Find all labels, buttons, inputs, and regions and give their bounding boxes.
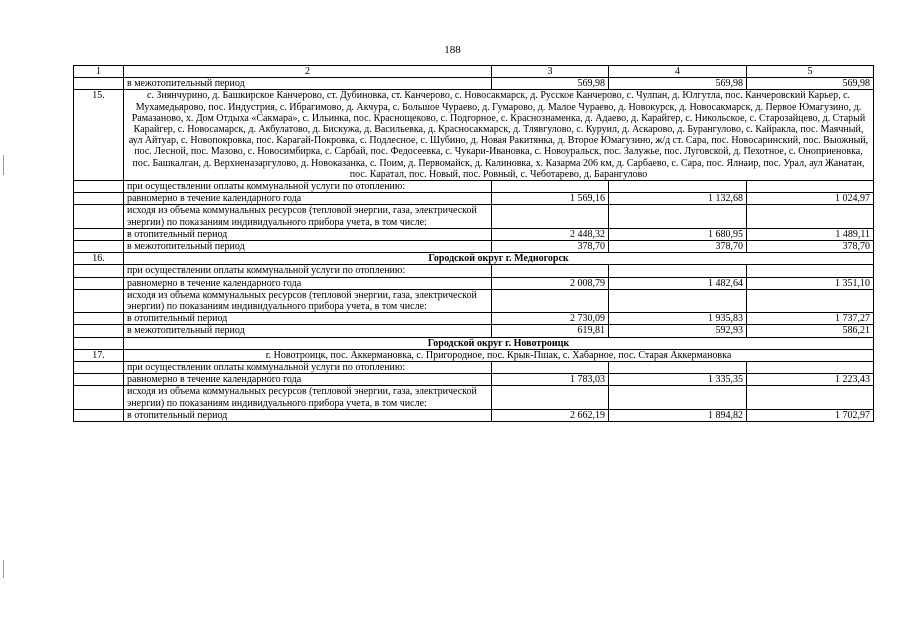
header-row xyxy=(74,66,874,78)
value-cell-3: 1 569,16 xyxy=(492,193,609,205)
label-cell: равномерно в течение календарного года xyxy=(124,193,492,205)
tariff-table-body xyxy=(74,66,874,422)
value-cell-5: 1 489,11 xyxy=(747,228,874,240)
empty-cell xyxy=(609,265,747,277)
value-row xyxy=(74,228,874,240)
value-cell-5: 378,70 xyxy=(747,241,874,253)
label-cell: равномерно в течение календарного года xyxy=(124,277,492,289)
value-cell-3: 2 662,19 xyxy=(492,409,609,421)
index-cell xyxy=(74,228,124,240)
empty-cell xyxy=(492,265,609,277)
index-cell: 15. xyxy=(74,90,124,181)
index-cell xyxy=(74,409,124,421)
label-cell: в отопительный период xyxy=(124,313,492,325)
label-cell: исходя из объема коммунальных ресурсов (тепловой энергии, газа, электрической энергии) по показаниям индивидуального прибора учета, в том числе: xyxy=(124,386,492,409)
value-row xyxy=(74,374,874,386)
value-cell-4: 378,70 xyxy=(609,241,747,253)
page-number: 188 xyxy=(444,44,461,56)
value-row xyxy=(74,241,874,253)
empty-cell xyxy=(609,362,747,374)
label-cell: в отопительный период xyxy=(124,409,492,421)
value-row xyxy=(74,313,874,325)
locality-list-cell: г. Новотроицк, пос. Аккермановка, с. Пригородное, пос. Крык-Пшак, с. Хабарное, пос. Старая Аккермановка xyxy=(124,349,874,361)
value-row xyxy=(74,409,874,421)
locality-row xyxy=(74,90,874,181)
header-cell-5: 5 xyxy=(747,66,874,78)
scan-mark xyxy=(3,155,4,175)
index-cell: 16. xyxy=(74,253,124,265)
index-cell xyxy=(74,193,124,205)
label-cell: при осуществлении оплаты коммунальной услуги по отоплению: xyxy=(124,181,492,193)
subheading-row xyxy=(74,265,874,277)
empty-cell xyxy=(747,265,874,277)
value-cell-4: 1 482,64 xyxy=(609,277,747,289)
index-cell xyxy=(74,277,124,289)
index-cell xyxy=(74,289,124,312)
label-cell: в межотопительный период xyxy=(124,78,492,90)
district-title-cell: Городской округ г. Новотроицк xyxy=(124,337,874,349)
empty-cell xyxy=(609,181,747,193)
index-cell xyxy=(74,325,124,337)
value-cell-5: 569,98 xyxy=(747,78,874,90)
value-cell-3: 2 448,32 xyxy=(492,228,609,240)
value-row xyxy=(74,277,874,289)
label-cell: равномерно в течение календарного года xyxy=(124,374,492,386)
value-cell-4: 592,93 xyxy=(609,325,747,337)
empty-cell xyxy=(492,181,609,193)
district-row xyxy=(74,253,874,265)
label-cell: исходя из объема коммунальных ресурсов (тепловой энергии, газа, электрической энергии) по показаниям индивидуального прибора учета, в том числе: xyxy=(124,205,492,228)
index-cell xyxy=(74,362,124,374)
subheading-row xyxy=(74,362,874,374)
district-row xyxy=(74,337,874,349)
scan-mark xyxy=(3,560,4,578)
subheading-row xyxy=(74,386,874,409)
subheading-row xyxy=(74,289,874,312)
value-cell-3: 2 730,09 xyxy=(492,313,609,325)
empty-cell xyxy=(747,181,874,193)
index-cell: 17. xyxy=(74,349,124,361)
value-cell-5: 586,21 xyxy=(747,325,874,337)
label-cell: при осуществлении оплаты коммунальной услуги по отоплению: xyxy=(124,362,492,374)
index-cell xyxy=(74,181,124,193)
value-cell-4: 1 935,83 xyxy=(609,313,747,325)
empty-cell xyxy=(609,205,747,228)
locality-row xyxy=(74,349,874,361)
label-cell: при осуществлении оплаты коммунальной услуги по отоплению: xyxy=(124,265,492,277)
empty-cell xyxy=(747,205,874,228)
value-cell-4: 1 335,35 xyxy=(609,374,747,386)
value-cell-3: 378,70 xyxy=(492,241,609,253)
value-cell-4: 1 132,68 xyxy=(609,193,747,205)
value-cell-5: 1 351,10 xyxy=(747,277,874,289)
value-row xyxy=(74,78,874,90)
label-cell: в межотопительный период xyxy=(124,241,492,253)
subheading-row xyxy=(74,205,874,228)
value-cell-5: 1 702,97 xyxy=(747,409,874,421)
empty-cell xyxy=(492,386,609,409)
value-cell-5: 1 737,27 xyxy=(747,313,874,325)
value-cell-4: 1 680,95 xyxy=(609,228,747,240)
value-cell-5: 1 024,97 xyxy=(747,193,874,205)
empty-cell xyxy=(492,289,609,312)
index-cell xyxy=(74,337,124,349)
index-cell xyxy=(74,205,124,228)
value-cell-3: 569,98 xyxy=(492,78,609,90)
header-cell-4: 4 xyxy=(609,66,747,78)
header-cell-3: 3 xyxy=(492,66,609,78)
label-cell: исходя из объема коммунальных ресурсов (тепловой энергии, газа, электрической энергии) по показаниям индивидуального прибора учета, в том числе: xyxy=(124,289,492,312)
district-title-cell: Городской округ г. Медногорск xyxy=(124,253,874,265)
index-cell xyxy=(74,241,124,253)
index-cell xyxy=(74,78,124,90)
empty-cell xyxy=(747,289,874,312)
value-cell-4: 1 894,82 xyxy=(609,409,747,421)
empty-cell xyxy=(747,362,874,374)
index-cell xyxy=(74,374,124,386)
locality-list-cell: с. Зиянчурино, д. Башкирское Канчерово, ст. Дубиновка, ст. Канчерово, с. Новосакмарск, д. Русское Канчерово, с. Чулпан, д. Юлгутла, пос. Канчеровский Карьер, с. Мухамедьярово, пос. Индустрия, с. Ибрагимово, д. Акчура, с. Большое Чураево, д. Гумарово, д. Малое Чураево, д. Новокурск, д. Новосакмарск, д. Первое Юмагузино, д. Рамазаново, х. Дом Отдыха «Сакмара», с. Ильинка, пос. Краснощеково, с. Подгорное, с. Краснознаменка, д. Адаево, д. Карайгер, с. Никольское, с. Старозайцево, д. Старый Карайгер, с. Новосамарск, д. Акбулатово, д. Бискужа, д. Васильевка, д. Красносакмарск, д. Тлявгулово, с. Куруил, д. Аскарово, д. Бурангулово, с. Кайракла, пос. Маячный, аул Айтуар, с. Новопокровка, пос. Карагай-Покровка, с. Подлесное, с. Шубино, д. Новая Ракитянка, д. Второе Юмагузино, ж/д ст. Сара, пос. Новосаринский, пос. Выожный, пос. Лесной, пос. Мазово, с. Новосимбирка, с. Сарбай, пос. Федосеевка, с. Чукари-Ивановка, с. Новоуральск, пос. Залужье, пос. Луговской, д. Пехотное, с. Оноприеновка, пос. Башкалган, д. Верхненазаргулово, д. Новоказанка, с. Поим, д. Первомайск, д. Калиновка, х. Казарма 206 км, д. Сарбаево, с. Сара, пос. Ялнаир, пос. Урал, аул Жанатан, пос. Каратал, пос. Новый, пос. Ровный, с. Чеботарево, д. Барангулово xyxy=(124,90,874,181)
value-row xyxy=(74,325,874,337)
header-cell-2: 2 xyxy=(124,66,492,78)
empty-cell xyxy=(747,386,874,409)
value-row xyxy=(74,193,874,205)
header-cell-1: 1 xyxy=(74,66,124,78)
value-cell-5: 1 223,43 xyxy=(747,374,874,386)
value-cell-4: 569,98 xyxy=(609,78,747,90)
value-cell-3: 2 008,79 xyxy=(492,277,609,289)
empty-cell xyxy=(609,289,747,312)
index-cell xyxy=(74,265,124,277)
value-cell-3: 619,81 xyxy=(492,325,609,337)
empty-cell xyxy=(492,362,609,374)
index-cell xyxy=(74,313,124,325)
empty-cell xyxy=(492,205,609,228)
value-cell-3: 1 783,03 xyxy=(492,374,609,386)
label-cell: в отопительный период xyxy=(124,228,492,240)
index-cell xyxy=(74,386,124,409)
tariff-table xyxy=(73,65,874,422)
empty-cell xyxy=(609,386,747,409)
label-cell: в межотопительный период xyxy=(124,325,492,337)
subheading-row xyxy=(74,181,874,193)
